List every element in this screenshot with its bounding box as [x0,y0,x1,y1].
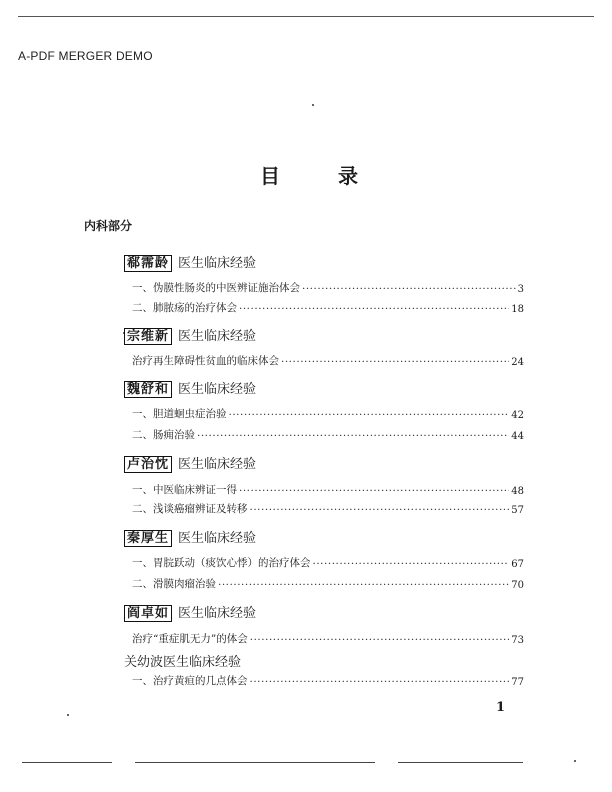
top-rule [18,16,594,17]
toc-entry [132,555,524,570]
dot-leader [197,430,509,442]
doctor-heading-suffix: 医生临床经验 [178,457,257,472]
entry-title: 一、治疗黄疸的几点体会 [132,675,248,687]
doctor-name: 秦厚生 [124,530,172,547]
doctor-heading [124,602,256,621]
entry-title: 一、胃脘跃动（痰饮心悸）的治疗体会 [132,557,311,569]
doctor-heading-suffix: 医生临床经验 [178,606,257,621]
entry-page: 42 [511,410,524,421]
toc-entry [132,501,524,516]
scan-speck [67,714,69,716]
entry-title: 治疗“重症肌无力”的体会 [132,633,248,645]
doctor-heading [124,453,256,472]
doctor-name: 郗霈龄 [124,255,172,272]
doctor-name: 卢治忱 [124,456,172,473]
dot-leader [281,356,509,368]
entry-page: 57 [511,505,524,516]
dot-leader [218,579,509,591]
entry-title: 二、浅谈癌瘤辨证及转移 [132,503,248,515]
doctor-name: 宗维新 [124,328,172,345]
dot-leader [250,504,510,516]
doctor-heading [124,325,256,344]
dot-leader [302,283,516,295]
entry-page: 73 [511,635,524,646]
entry-page: 48 [511,486,524,497]
entry-title: 一、胆道蛔虫症治验 [132,408,227,420]
doctor-heading-suffix: 医生临床经验 [178,329,257,344]
entry-title: 二、肠痈治验 [132,429,195,441]
watermark-text: A-PDF MERGER DEMO [18,49,153,63]
doctor-heading-suffix: 医生临床经验 [178,256,257,271]
entry-page: 3 [517,284,524,295]
section-heading: 内科部分 [84,219,133,233]
bottom-rule [398,762,523,763]
doctor-heading [124,378,256,397]
dot-leader [313,558,510,570]
dot-leader [250,676,510,688]
bottom-rule [22,762,112,763]
toc-entry [132,631,524,646]
entry-page: 44 [511,431,524,442]
toc-entry [132,300,524,315]
entry-page: 24 [511,357,524,368]
toc-entry [132,576,524,591]
doctor-heading [124,252,256,271]
entry-page: 70 [511,580,524,591]
toc-entry [132,673,524,688]
toc-entry [132,482,524,497]
doctor-heading [124,527,256,546]
doctor-name: 魏舒和 [124,381,172,398]
doctor-name: 阎卓如 [124,605,172,622]
entry-title: 治疗再生障碍性贫血的临床体会 [132,355,279,367]
toc-entry [132,427,524,442]
entry-title: 二、肺脓疡的治疗体会 [132,302,237,314]
doctor-heading-suffix: 医生临床经验 [178,531,257,546]
entry-title: 一、中医临床辨证一得 [132,484,237,496]
entry-page: 18 [511,304,524,315]
bottom-rule [135,762,375,763]
toc-title-char-2: 录 [338,164,358,188]
dot-leader [239,485,509,497]
doctor-heading-plain: 关幼波医生临床经验 [124,655,242,670]
toc-entry [132,406,524,421]
doctor-heading-suffix: 医生临床经验 [178,382,257,397]
dot-leader [239,303,509,315]
entry-title: 二、滑膜肉瘤治验 [132,578,216,590]
toc-entry [132,353,524,368]
entry-page: 77 [511,677,524,688]
toc-entry [132,280,524,295]
entry-title: 一、伪膜性肠炎的中医辨证施治体会 [132,282,300,294]
dot-leader [250,634,510,646]
scan-speck [312,104,314,106]
entry-page: 67 [511,559,524,570]
toc-title-char-1: 目 [260,164,280,188]
scan-speck [574,760,576,762]
page-number: 1 [496,700,506,715]
dot-leader [229,409,510,421]
